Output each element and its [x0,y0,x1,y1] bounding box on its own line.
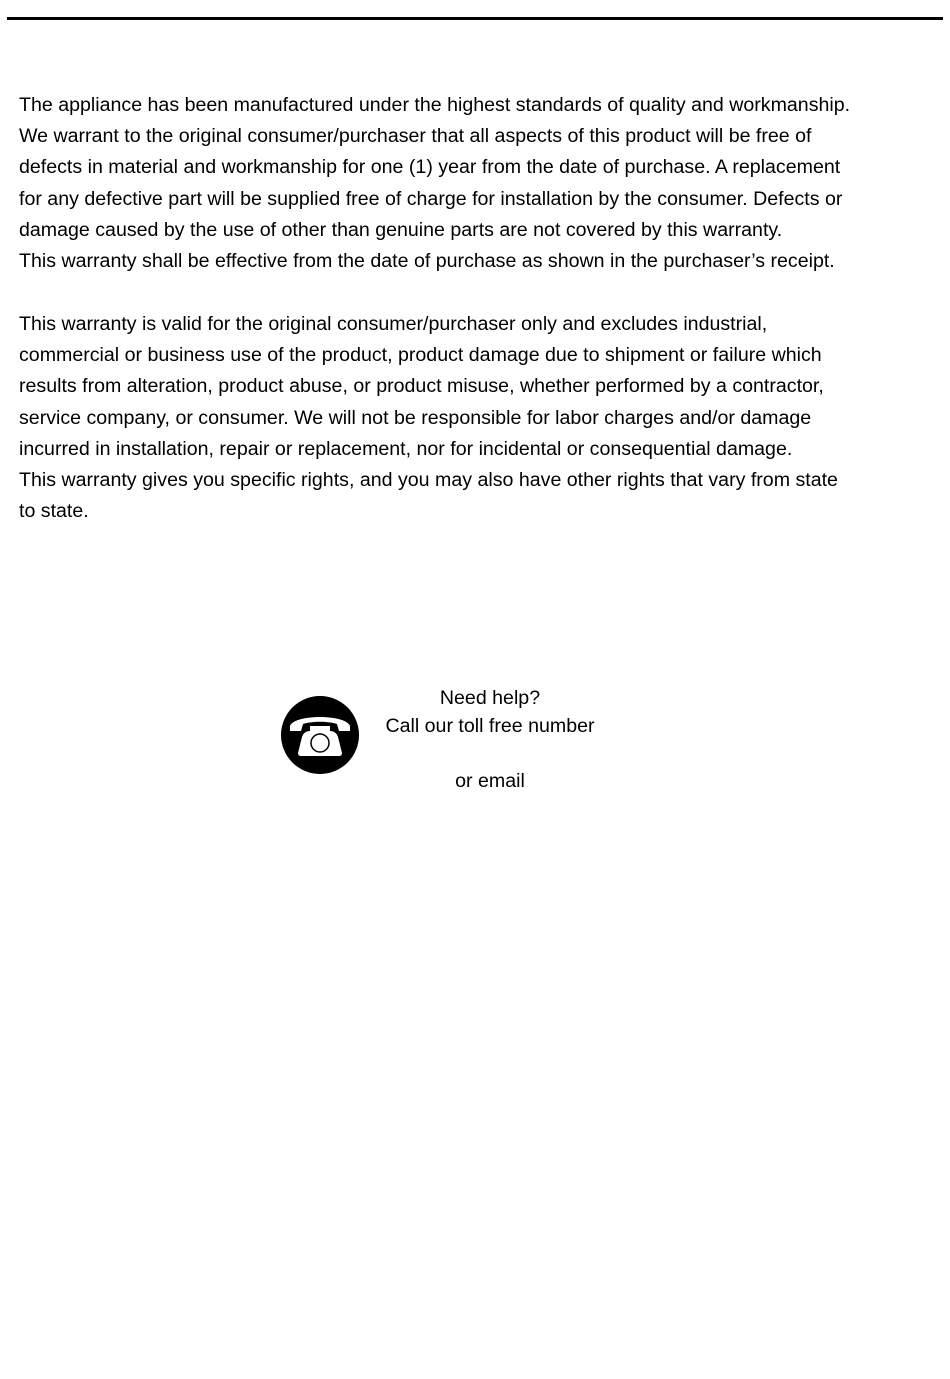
telephone-icon [280,695,360,775]
paragraph-line: defects in material and workmanship for one (1) year from the date of purchase. A replacement [19,156,841,179]
paragraph-line: This warranty shall be effective from the date of purchase as shown in the purchaser’s receipt. [19,250,835,273]
top-rule [7,17,943,20]
paragraph-line: This warranty is valid for the original consumer/purchaser only and excludes industrial, [19,313,768,335]
paragraph-line: This warranty gives you specific rights, and you may also have other rights that vary from state [19,469,838,492]
paragraph-line: service company, or consumer. We will not be responsible for labor charges and/or damage [19,406,812,429]
paragraph-line: The appliance has been manufactured under the highest standards of quality and workmanship. [19,94,851,116]
email-text: or email [455,770,525,792]
paragraph-line: incurred in installation, repair or replacement, nor for incidental or consequential damage. [19,437,793,460]
spacer [370,740,610,767]
paragraph-line: to state. [19,500,89,523]
paragraph-line: damage caused by the use of other than genuine parts are not covered by this warranty. [19,218,783,241]
paragraph-line: results from alteration, product abuse, or product misuse, whether performed by a contractor, [19,375,824,398]
paragraph-line: commercial or business use of the product, product damage due to shipment or failure which [19,344,822,367]
help-contact-block [280,684,620,804]
paragraph-line: for any defective part will be supplied free of charge for installation by the consumer. Defects or [19,187,843,210]
help-text [370,684,610,795]
warranty-paragraph-1 [19,90,934,277]
paragraph-line: We warrant to the original consumer/purchaser that all aspects of this product will be free of [19,125,812,148]
warranty-paragraph-2 [19,309,934,527]
toll-free-text: Call our toll free number [385,715,595,737]
help-heading: Need help? [439,687,541,709]
